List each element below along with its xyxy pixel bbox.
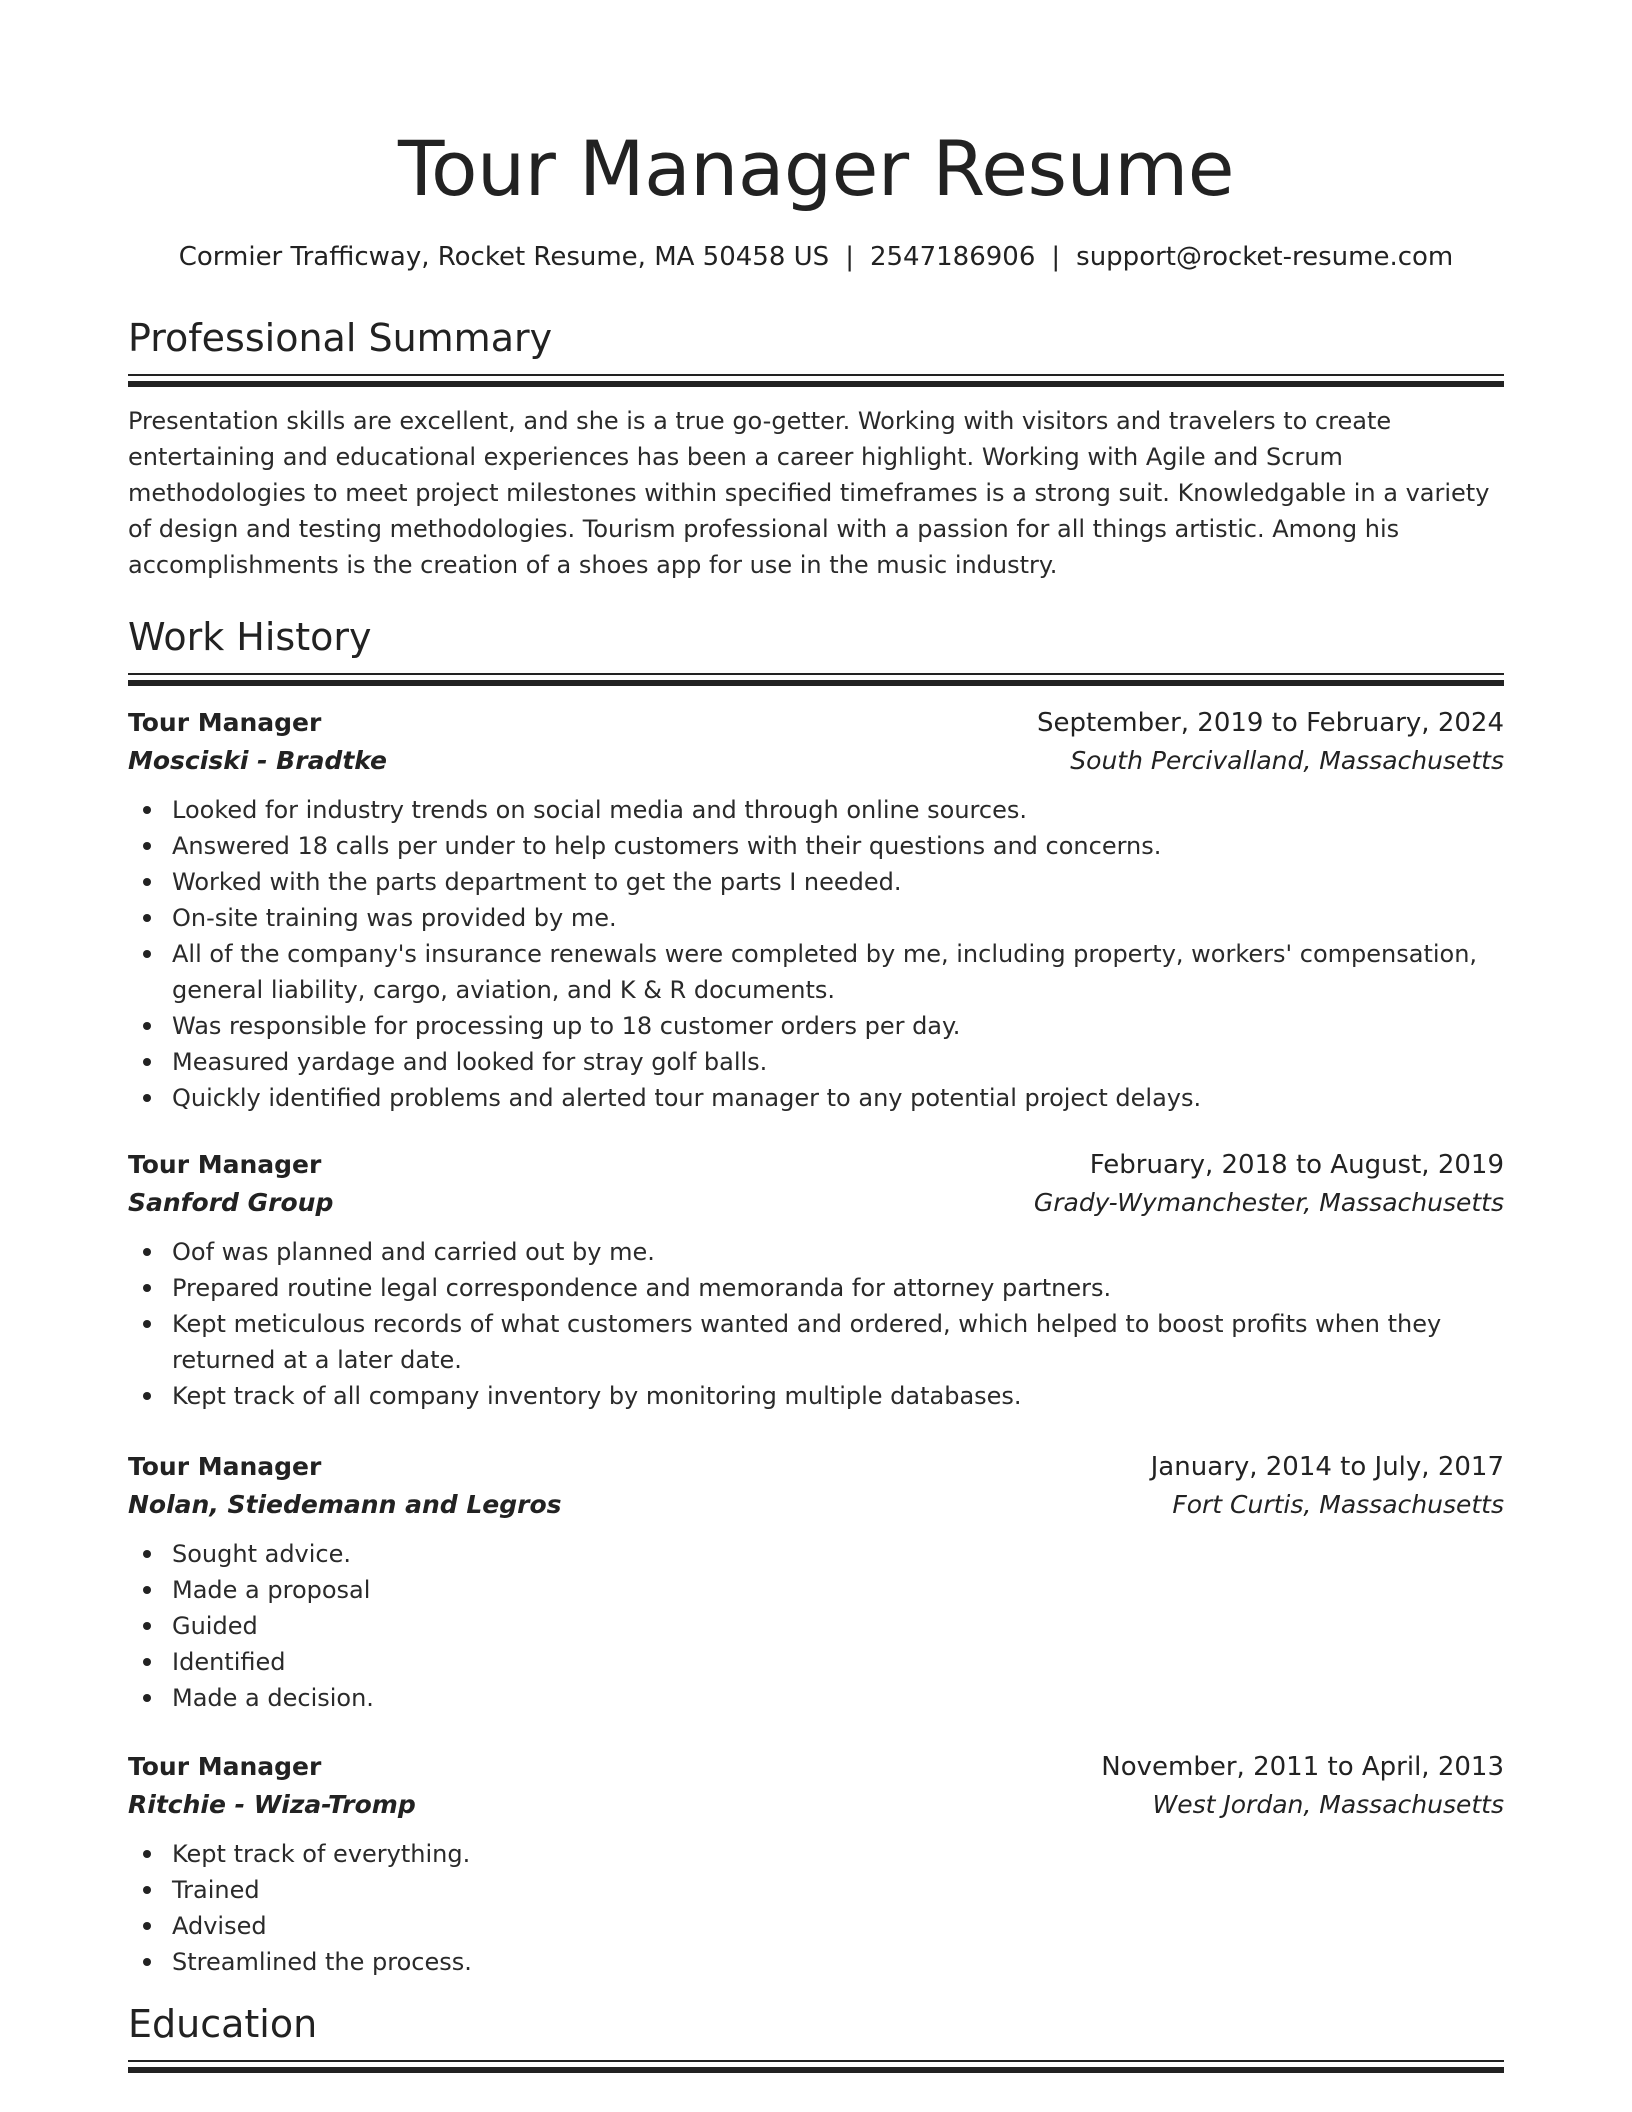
job-location: Fort Curtis, Massachusetts — [1172, 1490, 1504, 1519]
job-header-row — [128, 1146, 1504, 1184]
job-bullet: Kept track of all company inventory by monitoring multiple databases. — [172, 1378, 1504, 1414]
job-company-row — [128, 1184, 1504, 1222]
job-bullet: Advised — [172, 1908, 1504, 1944]
job-bullet: Made a proposal — [172, 1572, 1504, 1608]
work-history-heading: Work History — [128, 615, 372, 659]
job-company: Ritchie - Wiza-Tromp — [128, 1790, 416, 1819]
job-bullet: Guided — [172, 1608, 1504, 1644]
job-bullet: Kept track of everything. — [172, 1836, 1504, 1872]
job-bullet-list — [128, 1836, 1504, 1980]
job-bullet: On-site training was provided by me. — [172, 900, 1504, 936]
job-bullet: Prepared routine legal correspondence and memoranda for attorney partners. — [172, 1270, 1504, 1306]
job-entry — [128, 1748, 1504, 1980]
job-bullet: Was responsible for processing up to 18 customer orders per day. — [172, 1008, 1504, 1044]
job-company: Mosciski - Bradtke — [128, 746, 387, 775]
job-bullet: Made a decision. — [172, 1680, 1504, 1716]
job-bullet: Sought advice. — [172, 1536, 1504, 1572]
job-bullet: All of the company's insurance renewals were completed by me, including property, workers' compensation, general liability, cargo, aviation, and K & R documents. — [172, 936, 1504, 1008]
page-title: Tour Manager Resume — [397, 124, 1235, 213]
job-location: Grady-Wymanchester, Massachusetts — [1033, 1188, 1504, 1217]
job-bullet-list — [128, 1234, 1504, 1414]
work-history-section — [128, 613, 1504, 1980]
summary-section — [128, 314, 1504, 583]
section-divider — [128, 2060, 1504, 2075]
job-dates: January, 2014 to July, 2017 — [1150, 1452, 1504, 1482]
job-company-row — [128, 1486, 1504, 1524]
job-bullet: Measured yardage and looked for stray golf balls. — [172, 1044, 1504, 1080]
contact-address: Cormier Trafficway, Rocket Resume, MA 50458 US — [178, 242, 830, 272]
job-header-row — [128, 1748, 1504, 1786]
section-divider — [128, 673, 1504, 688]
resume-page — [128, 0, 1504, 2075]
education-heading: Education — [128, 2002, 318, 2046]
job-title: Tour Manager — [128, 1752, 322, 1781]
job-title: Tour Manager — [128, 1452, 322, 1481]
job-entry — [128, 704, 1504, 1116]
job-title: Tour Manager — [128, 1150, 322, 1179]
section-divider — [128, 374, 1504, 389]
contact-phone: 2547186906 — [869, 242, 1036, 272]
job-dates: February, 2018 to August, 2019 — [1089, 1150, 1504, 1180]
job-entry — [128, 1448, 1504, 1716]
job-entry — [128, 1146, 1504, 1414]
job-bullet: Identified — [172, 1644, 1504, 1680]
job-bullet: Looked for industry trends on social media and through online sources. — [172, 792, 1504, 828]
contact-line — [128, 240, 1504, 274]
contact-email: support@rocket-resume.com — [1076, 242, 1454, 272]
summary-text: Presentation skills are excellent, and she is a true go-getter. Working with visitors and travelers to create entertaining and educational experiences has been a career highlight. Working with Agile and Scrum methodologies to meet project milestones within specified timeframes is a strong suit. Knowledgable in a variety of design and testing methodologies. Tourism professional with a passion for all things artistic. Among his accomplishments is the creation of a shoes app for use in the music industry. — [128, 407, 1490, 579]
job-title: Tour Manager — [128, 708, 322, 737]
summary-heading: Professional Summary — [128, 316, 553, 360]
contact-separator: | — [1051, 242, 1061, 272]
job-company-row — [128, 742, 1504, 780]
job-company: Sanford Group — [128, 1188, 334, 1217]
job-header-row — [128, 1448, 1504, 1486]
job-dates: September, 2019 to February, 2024 — [1037, 708, 1504, 738]
job-header-row — [128, 704, 1504, 742]
job-bullet: Worked with the parts department to get the parts I needed. — [172, 864, 1504, 900]
job-location: South Percivalland, Massachusetts — [1070, 746, 1504, 775]
job-bullet: Streamlined the process. — [172, 1944, 1504, 1980]
education-section — [128, 2000, 1504, 2075]
job-bullet: Trained — [172, 1872, 1504, 1908]
contact-separator: | — [845, 242, 854, 272]
job-location: West Jordan, Massachusetts — [1152, 1790, 1504, 1819]
job-bullet: Answered 18 calls per under to help customers with their questions and concerns. — [172, 828, 1504, 864]
job-bullet: Kept meticulous records of what customers wanted and ordered, which helped to boost profits when they returned at a later date. — [172, 1306, 1504, 1378]
job-company: Nolan, Stiedemann and Legros — [128, 1490, 562, 1519]
job-bullet-list — [128, 792, 1504, 1116]
job-bullet-list — [128, 1536, 1504, 1716]
job-dates: November, 2011 to April, 2013 — [1101, 1752, 1504, 1782]
job-company-row — [128, 1786, 1504, 1824]
job-bullet: Oof was planned and carried out by me. — [172, 1234, 1504, 1270]
job-bullet: Quickly identified problems and alerted tour manager to any potential project delays. — [172, 1080, 1504, 1116]
